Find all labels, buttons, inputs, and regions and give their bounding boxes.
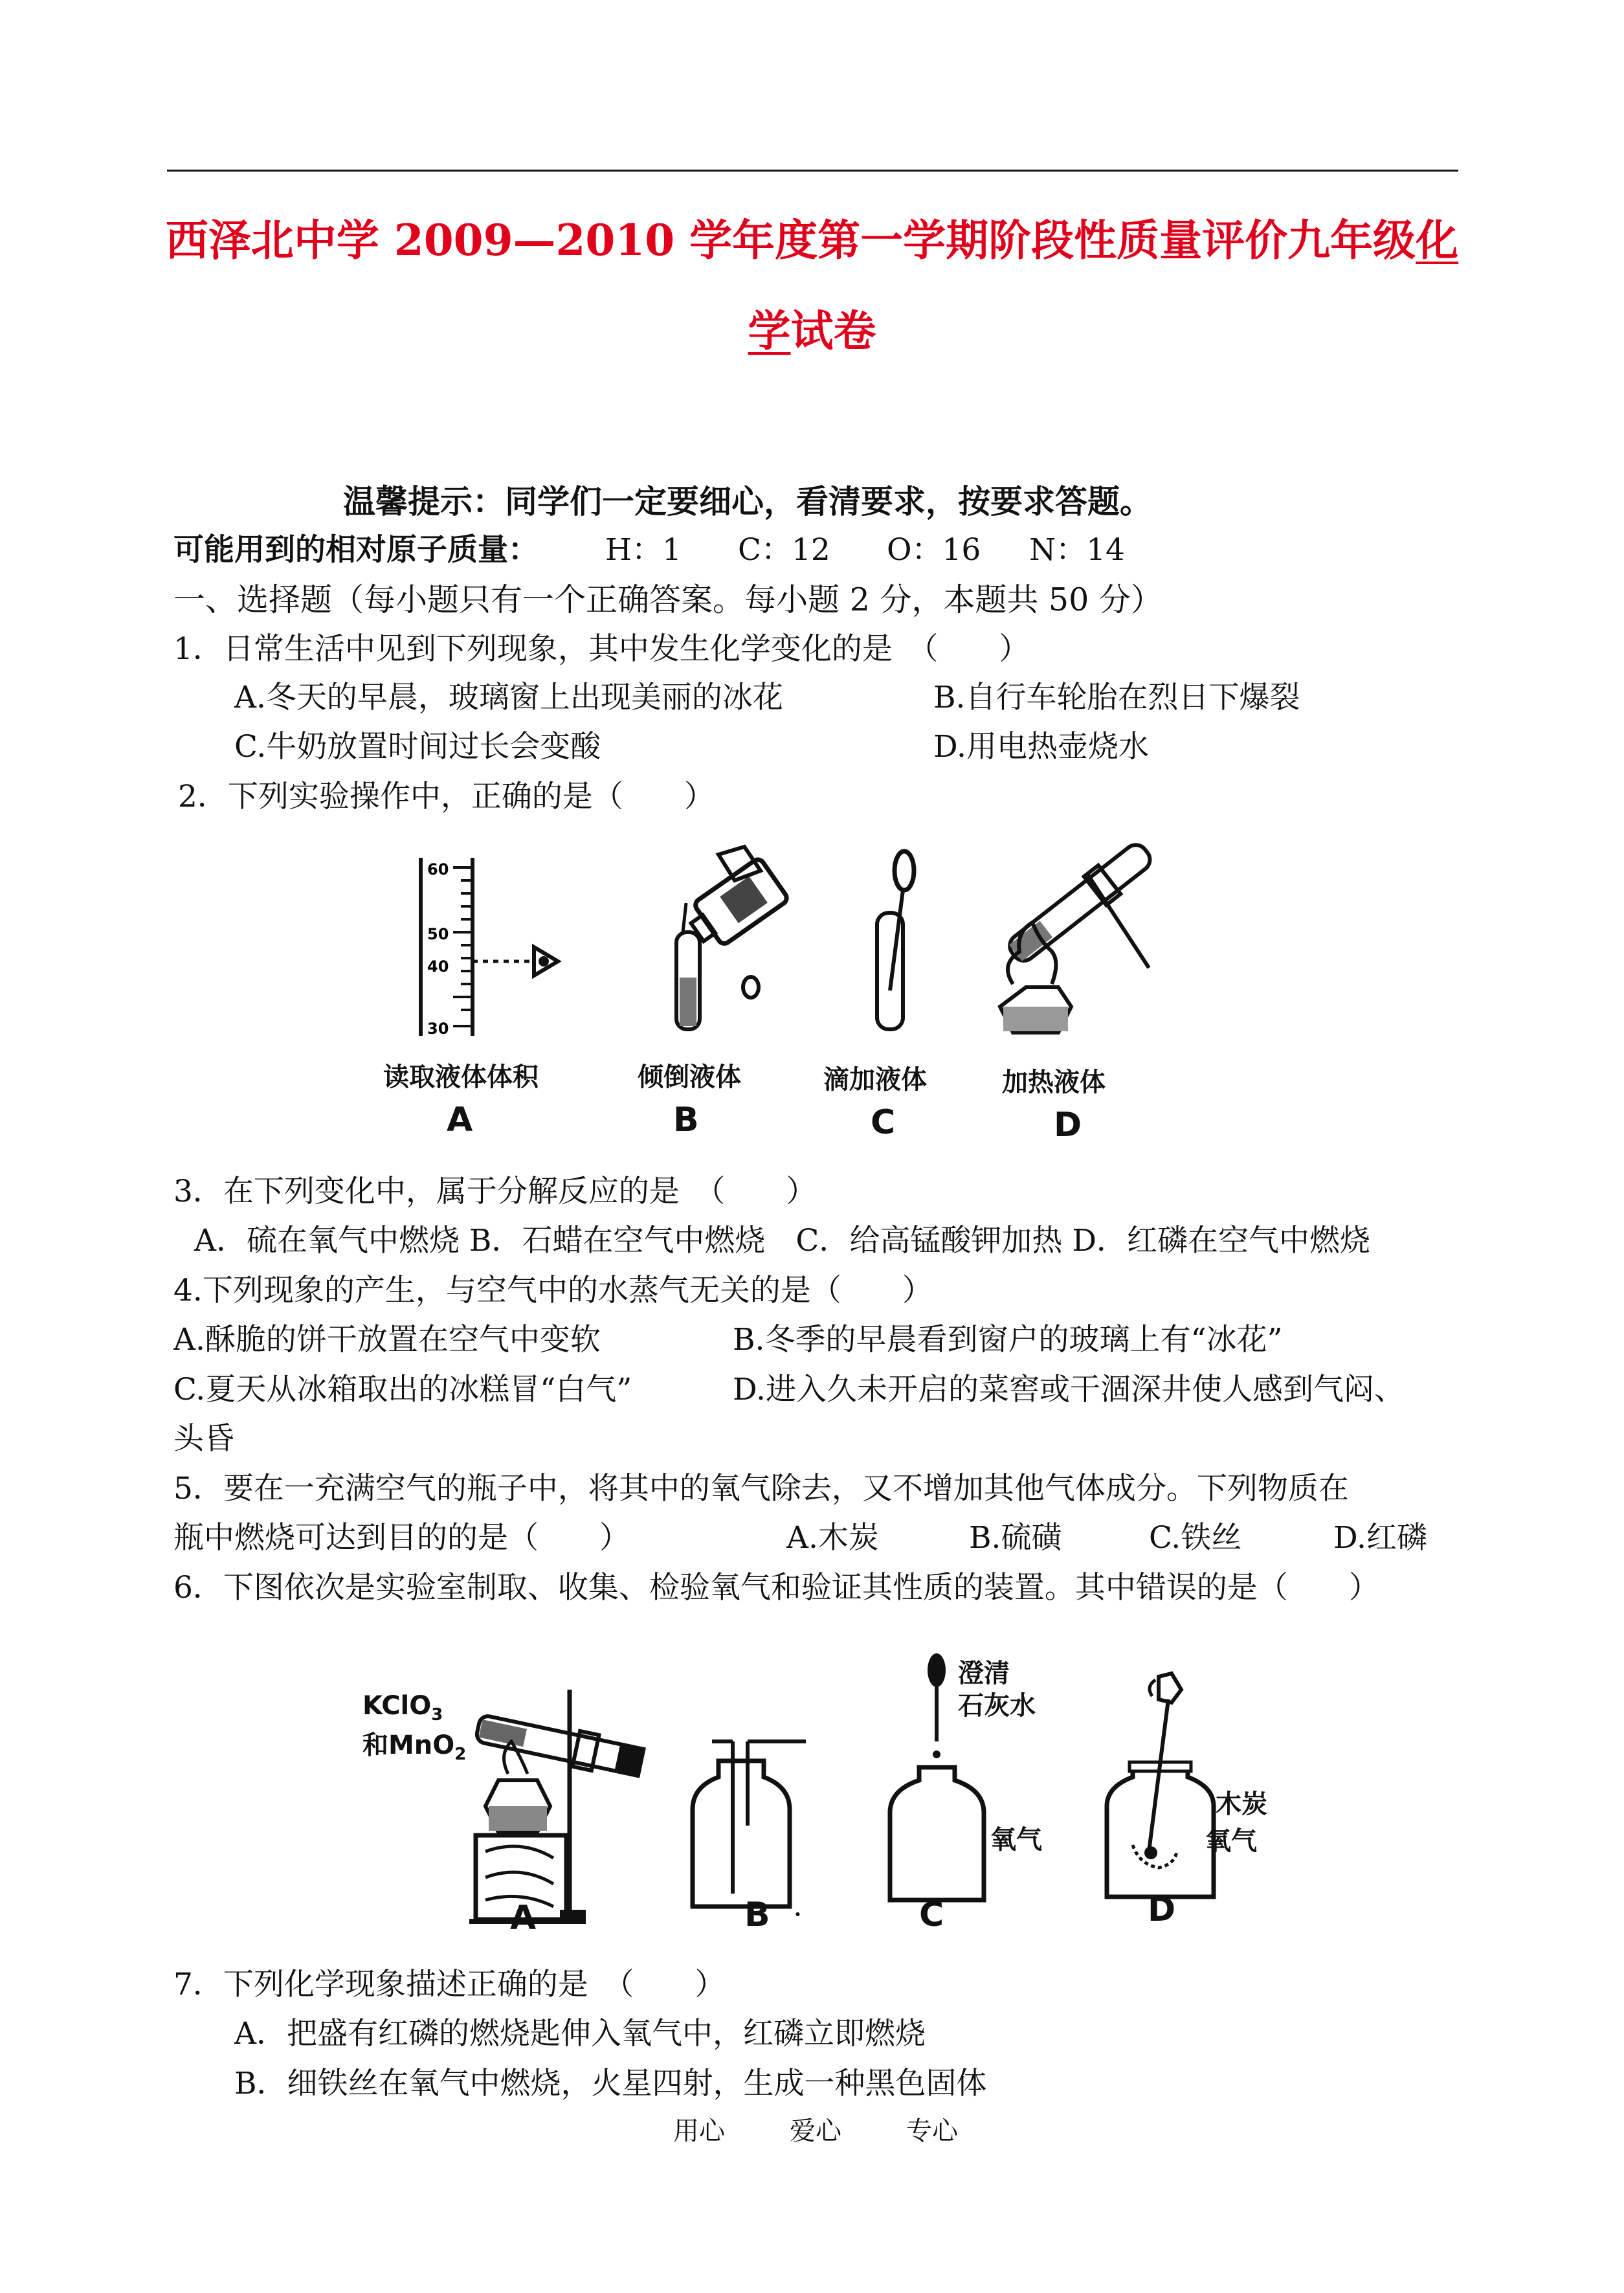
atomic-mass-n: N：14 [1029,532,1125,568]
title-text-underlined-2: 学 [748,306,791,356]
q2-letter-d: D [1054,1106,1082,1145]
title-text-part2: 试卷 [790,306,876,356]
q4-option-d: D.进入久未开启的菜窖或干涸深井使人感到气闷、 [733,1372,1405,1407]
title-text-part1: 西泽北中学 2009—2010 学年度第一学期阶段性质量评价九年级 [165,215,1416,265]
q5-option-a: A.木炭 [786,1520,879,1556]
q6-letter-a: A [510,1899,537,1938]
page-title-line2 [0,296,1624,358]
figure-pour-liquid [647,842,803,1036]
label-limewater: 澄清 石灰水 [958,1659,1036,1721]
label-oxygen-c: 氧气 [990,1825,1042,1855]
label-charcoal: 木炭 [1216,1789,1267,1819]
footer-item-3: 专心 [906,2116,958,2146]
header-rule [167,170,1458,172]
label-oxygen-d: 氧气 [1205,1826,1257,1856]
q6-letter-b: B [744,1896,770,1934]
q5-option-b: B.硫磺 [969,1520,1062,1556]
q4-option-a: A.酥脆的饼干放置在空气中变软 [173,1322,601,1358]
scale-label-40: 40 [427,957,449,976]
q7-option-b: B．细铁丝在氧气中燃烧，火星四射，生成一种黑色固体 [234,2066,987,2101]
q2-letter-c: C [871,1103,896,1142]
q5-option-d: D.红磷 [1333,1520,1427,1556]
section-heading: 一、选择题（每小题只有一个正确答案。每小题 2 分，本题共 50 分） [173,581,1162,618]
footer-item-2: 爱心 [790,2116,841,2146]
q5-stem-line1: 5．要在一充满空气的瓶子中，将其中的氧气除去，又不增加其他气体成分。下列物质在 [173,1471,1349,1506]
figure-heat-liquid [974,835,1168,1049]
q6-letter-d: D [1148,1890,1176,1929]
q2-letter-a: A [447,1101,473,1139]
atomic-mass-c: C：12 [738,532,830,568]
q7-option-a: A．把盛有红磷的燃烧匙伸入氧气中，红磷立即燃烧 [234,2016,926,2052]
q2-caption-d: 加热液体 [1002,1068,1106,1097]
q4-option-d-cont: 头昏 [173,1421,234,1457]
figure-charcoal-combustion [1100,1670,1230,1910]
q3-stem: 3．在下列变化中，属于分解反应的是 （ ） [173,1174,817,1209]
q2-letter-b: B [673,1101,699,1139]
scale-label-50: 50 [427,925,449,943]
atomic-mass-label: 可能用到的相对原子质量： [173,532,539,568]
q4-option-b: B.冬季的早晨看到窗户的玻璃上有“冰花” [733,1322,1283,1358]
q2-caption-c: 滴加液体 [823,1065,927,1095]
label-kclo3-mno2: KClO$_3$ 和MnO$_2$ [362,1691,467,1764]
atomic-mass-h: H：1 [605,532,682,568]
q3-options: A．硫在氧气中燃烧 B．石蜡在空气中燃烧 C．给高锰酸钾加热 D．红磷在空气中燃烧 [194,1223,1371,1258]
q5-option-c: C.铁丝 [1149,1520,1242,1556]
figure-read-volume [388,851,583,1046]
page-title-line1 [0,206,1624,267]
q5-stem-line2: 瓶中燃烧可达到目的的是（ ） [173,1520,630,1556]
figure-drop-liquid [851,842,948,1036]
title-text-underlined: 化 [1416,215,1459,265]
q2-caption-a: 读取液体体积 [383,1062,539,1092]
atomic-mass-o: O：16 [887,532,981,568]
tip-text: 温馨提示：同学们一定要细心，看清要求，按要求答题。 [343,482,1152,520]
q6-stray-dot: · [793,1897,803,1932]
q2-caption-b: 倾倒液体 [638,1062,741,1092]
q7-stem: 7．下列化学现象描述正确的是 （ ） [173,1967,726,2002]
footer-item-1: 用心 [673,2116,725,2146]
q1-option-d: D.用电热壶烧水 [933,729,1149,765]
scale-label-60: 60 [427,860,449,878]
q1-option-a: A.冬天的早晨，玻璃窗上出现美丽的冰花 [234,680,783,715]
q2-stem: 2．下列实验操作中，正确的是（ ） [178,779,715,814]
q6-letter-c: C [919,1896,944,1934]
q1-option-c: C.牛奶放置时间过长会变酸 [234,729,601,765]
figure-oxygen-generation [463,1677,657,1929]
q1-option-b: B.自行车轮胎在烈日下爆裂 [933,680,1300,715]
scale-label-30: 30 [427,1020,449,1038]
q1-stem: 1．日常生活中见到下列现象，其中发生化学变化的是 （ ） [173,631,1030,667]
figure-gas-collection [686,1722,816,1916]
q4-stem: 4.下列现象的产生，与空气中的水蒸气无关的是（ ） [173,1273,933,1308]
q4-option-c: C.夏天从冰箱取出的冰糕冒“白气” [173,1372,632,1407]
q6-stem: 6．下图依次是实验室制取、收集、检验氧气和验证其性质的装置。其中错误的是（ ） [173,1570,1379,1605]
